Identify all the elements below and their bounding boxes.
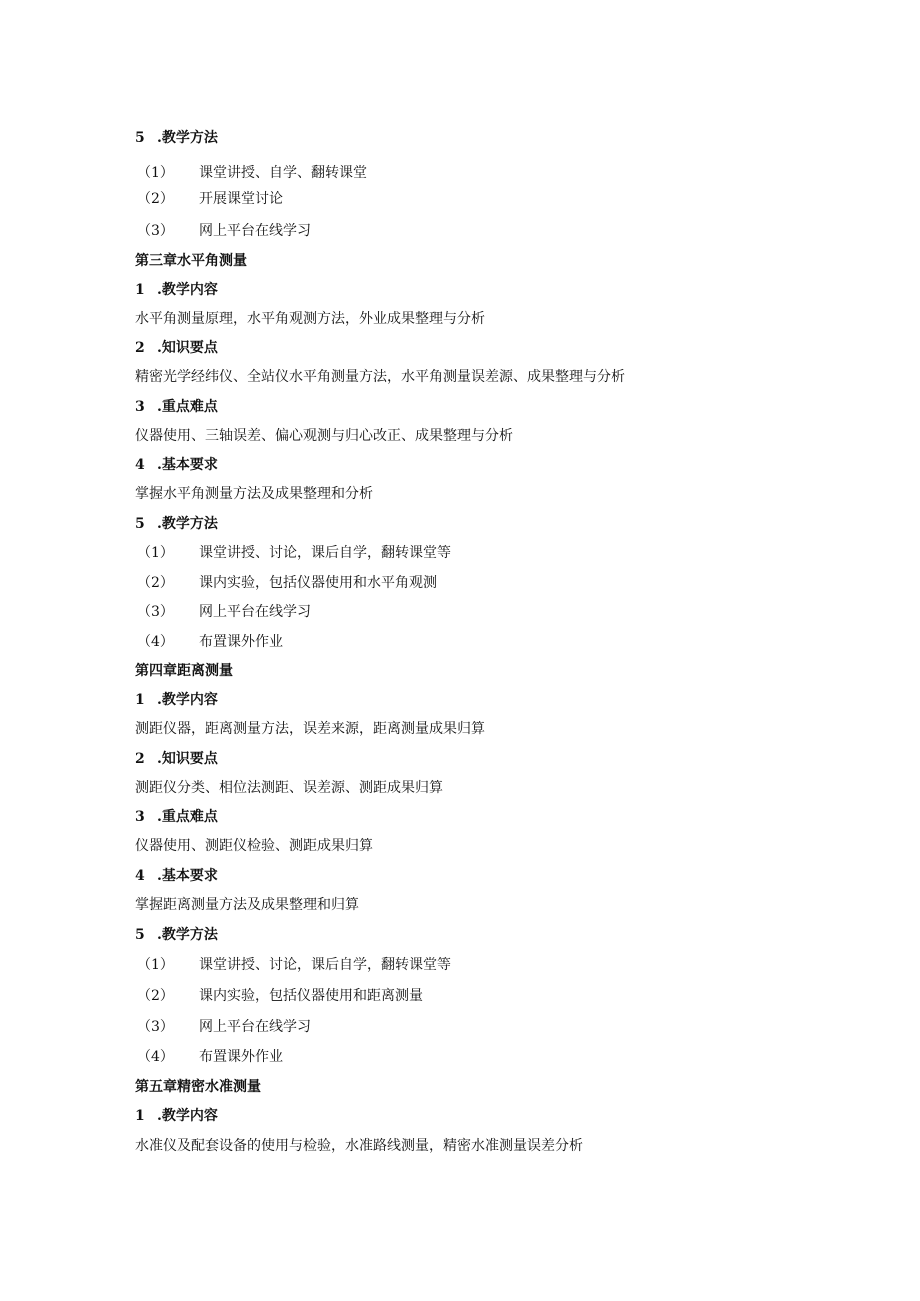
section-title: .基本要求 (157, 868, 218, 884)
list-item-number: （1） (137, 957, 174, 973)
list-item (137, 164, 367, 182)
section-number: 5 (135, 516, 145, 532)
section-title: .教学方法 (157, 927, 218, 943)
paragraph: 仪器使用、三轴误差、偏心观测与归心改正、成果整理与分析 (135, 428, 513, 444)
paragraph: 精密光学经纬仪、全站仪水平角测量方法，水平角测量误差源、成果整理与分析 (135, 369, 625, 385)
chapter-title: 第五章精密水准测量 (135, 1079, 261, 1095)
section-heading (135, 515, 218, 533)
section-title: .教学内容 (157, 1108, 218, 1124)
list-item-number: （2） (137, 575, 174, 591)
section-heading (135, 129, 218, 147)
list-item-number: （3） (137, 223, 174, 239)
list-item (137, 1048, 283, 1066)
section-heading (135, 339, 218, 357)
section-number: 1 (135, 692, 145, 708)
section-title: .教学内容 (157, 282, 218, 298)
list-item (137, 633, 283, 651)
list-item (137, 1018, 311, 1036)
list-item-number: （3） (137, 604, 174, 620)
section-title: .教学内容 (157, 692, 218, 708)
list-item-text: 网上平台在线学习 (199, 223, 311, 239)
list-item (137, 222, 311, 240)
section-number: 5 (135, 927, 145, 943)
section-heading (135, 281, 218, 299)
list-item-number: （1） (137, 545, 174, 561)
paragraph: 掌握水平角测量方法及成果整理和分析 (135, 486, 373, 502)
section-heading (135, 691, 218, 709)
section-number: 4 (135, 457, 145, 473)
list-item-text: 课堂讲授、自学、翻转课堂 (199, 165, 367, 181)
list-item-text: 布置课外作业 (199, 634, 283, 650)
section-heading (135, 750, 218, 768)
paragraph: 水准仪及配套设备的使用与检验，水准路线测量，精密水准测量误差分析 (135, 1138, 583, 1154)
section-number: 2 (135, 340, 145, 356)
list-item (137, 603, 311, 621)
list-item-number: （3） (137, 1019, 174, 1035)
list-item-text: 网上平台在线学习 (199, 604, 311, 620)
section-heading (135, 456, 218, 474)
list-item (137, 190, 283, 208)
paragraph: 测距仪器，距离测量方法，误差来源，距离测量成果归算 (135, 721, 485, 737)
list-item-number: （4） (137, 634, 174, 650)
list-item-text: 课内实验，包括仪器使用和水平角观测 (199, 575, 437, 591)
list-item-number: （2） (137, 988, 174, 1004)
chapter-title: 第四章距离测量 (135, 663, 233, 679)
list-item-text: 网上平台在线学习 (199, 1019, 311, 1035)
chapter-title: 第三章水平角测量 (135, 253, 247, 269)
section-number: 4 (135, 868, 145, 884)
list-item-text: 课堂讲授、讨论，课后自学，翻转课堂等 (199, 957, 451, 973)
section-title: .教学方法 (157, 516, 218, 532)
section-number: 3 (135, 399, 145, 415)
list-item (137, 544, 451, 562)
paragraph: 水平角测量原理，水平角观测方法，外业成果整理与分析 (135, 311, 485, 327)
section-title: .重点难点 (157, 399, 218, 415)
list-item-text: 开展课堂讨论 (199, 191, 283, 207)
section-heading (135, 926, 218, 944)
section-number: 2 (135, 751, 145, 767)
section-heading (135, 867, 218, 885)
section-title: .知识要点 (157, 340, 218, 356)
list-item (137, 574, 437, 592)
paragraph: 掌握距离测量方法及成果整理和归算 (135, 897, 359, 913)
list-item-text: 布置课外作业 (199, 1049, 283, 1065)
section-heading (135, 808, 218, 826)
list-item-text: 课堂讲授、讨论，课后自学，翻转课堂等 (199, 545, 451, 561)
paragraph: 仪器使用、测距仪检验、测距成果归算 (135, 838, 373, 854)
section-number: 3 (135, 809, 145, 825)
section-title: .教学方法 (157, 130, 218, 146)
list-item-number: （4） (137, 1049, 174, 1065)
list-item-number: （2） (137, 191, 174, 207)
list-item-number: （1） (137, 165, 174, 181)
section-title: .基本要求 (157, 457, 218, 473)
section-title: .知识要点 (157, 751, 218, 767)
section-number: 5 (135, 130, 145, 146)
section-heading (135, 398, 218, 416)
list-item (137, 956, 451, 974)
section-number: 1 (135, 282, 145, 298)
section-title: .重点难点 (157, 809, 218, 825)
section-number: 1 (135, 1108, 145, 1124)
list-item-text: 课内实验，包括仪器使用和距离测量 (199, 988, 423, 1004)
list-item (137, 987, 423, 1005)
section-heading (135, 1107, 218, 1125)
paragraph: 测距仪分类、相位法测距、误差源、测距成果归算 (135, 780, 443, 796)
